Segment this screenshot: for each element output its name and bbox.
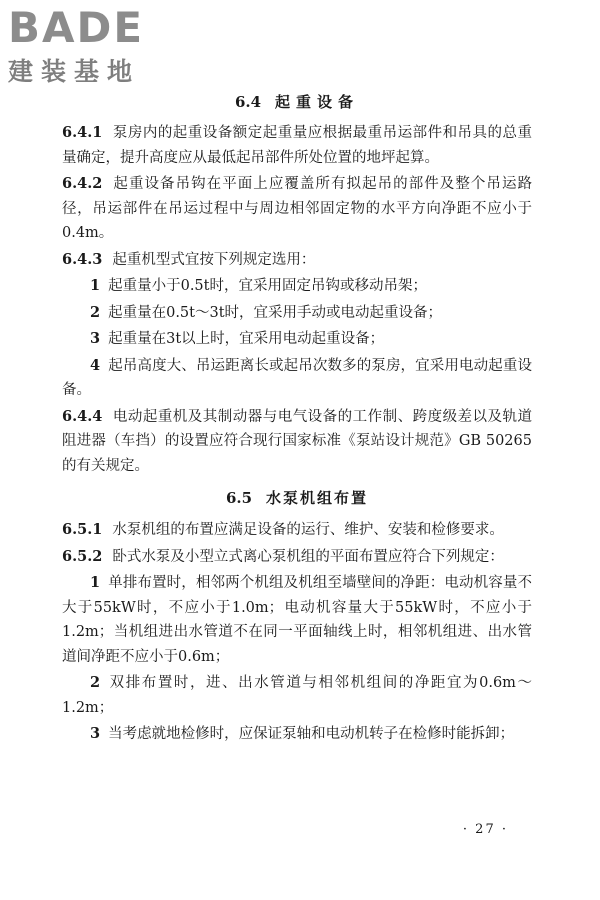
logo-subtitle: 建装基地 xyxy=(8,57,141,86)
list-item xyxy=(62,671,532,720)
item-text: 当考虑就地检修时，应保证泵轴和电动机转子在检修时能拆卸； xyxy=(108,726,515,742)
clause-number: 6.4.4 xyxy=(62,407,103,425)
clause xyxy=(62,172,532,246)
item-text: 起吊高度大、吊运距离长或起吊次数多的泵房，宜采用电动起重设备。 xyxy=(62,357,532,398)
section-title xyxy=(62,90,532,114)
item-number: 3 xyxy=(90,725,101,742)
item-number: 2 xyxy=(90,303,101,321)
item-text: 单排布置时，相邻两个机组及机组至墙壁间的净距：电动机容量不大于55kW时，不应小于1.0m；电动机容量大于55kW时，不应小于1.2m；当机组进出水管道不在同一平面轴线上时，相邻机组进、出水管道间净距不应小于0.6m； xyxy=(62,575,532,665)
section-number: 6.5 xyxy=(225,489,253,507)
item-number: 3 xyxy=(90,330,101,347)
item-number: 1 xyxy=(90,277,101,294)
item-text: 起重量在0.5t～3t时，宜采用手动或电动起重设备； xyxy=(108,304,443,321)
clause-number: 6.4.3 xyxy=(62,250,103,268)
clause xyxy=(62,518,532,543)
clause-text: 泵房内的起重设备额定起重量应根据最重吊运部件和吊具的总重量确定，提升高度应从最低起吊部件所处位置的地坪起算。 xyxy=(62,125,532,166)
item-text: 起重量在3t以上时，宜采用电动起重设备； xyxy=(108,331,385,347)
page-number: · 27 · xyxy=(462,822,508,837)
item-number: 4 xyxy=(90,356,101,374)
item-text: 起重量小于0.5t时，宜采用固定吊钩或移动吊架； xyxy=(108,278,427,294)
clause-text: 水泵机组的布置应满足设备的运行、维护、安装和检修要求。 xyxy=(112,522,504,538)
logo-brand: BADE xyxy=(8,3,145,52)
clause-number: 6.4.2 xyxy=(62,175,103,192)
clause-text: 起重机型式宜按下列规定选用： xyxy=(112,251,316,268)
document-body xyxy=(62,90,532,749)
section-title xyxy=(62,486,532,510)
clause xyxy=(62,545,532,570)
clause xyxy=(62,248,532,273)
clause-number: 6.4.1 xyxy=(62,124,103,141)
item-text: 双排布置时，进、出水管道与相邻机组间的净距宜为0.6m～1.2m； xyxy=(62,675,532,716)
item-number: 1 xyxy=(90,574,101,591)
clause xyxy=(62,405,532,479)
list-item xyxy=(62,274,532,299)
clause-number: 6.5.1 xyxy=(62,521,103,538)
clause-text: 卧式水泵及小型立式离心泵机组的平面布置应符合下列规定： xyxy=(112,548,504,565)
clause-number: 6.5.2 xyxy=(62,547,103,565)
logo xyxy=(8,3,178,96)
list-item xyxy=(62,722,532,747)
section-number: 6.4 xyxy=(234,93,262,111)
clause-text: 电动起重机及其制动器与电气设备的工作制、跨度级差以及轨道阻进器（车挡）的设置应符合现行国家标准《泵站设计规范》GB 50265的有关规定。 xyxy=(62,408,532,474)
clause xyxy=(62,121,532,170)
list-item xyxy=(62,354,532,403)
list-item xyxy=(62,571,532,669)
section-title-text: 起重设备 xyxy=(275,93,360,111)
clause-text: 起重设备吊钩在平面上应覆盖所有拟起吊的部件及整个吊运路径，吊运部件在吊运过程中与周边相邻固定物的水平方向净距不应小于0.4m。 xyxy=(62,176,532,241)
list-item xyxy=(62,301,532,326)
section-title-text: 水泵机组布置 xyxy=(266,489,369,507)
list-item xyxy=(62,327,532,352)
item-number: 2 xyxy=(90,674,101,691)
